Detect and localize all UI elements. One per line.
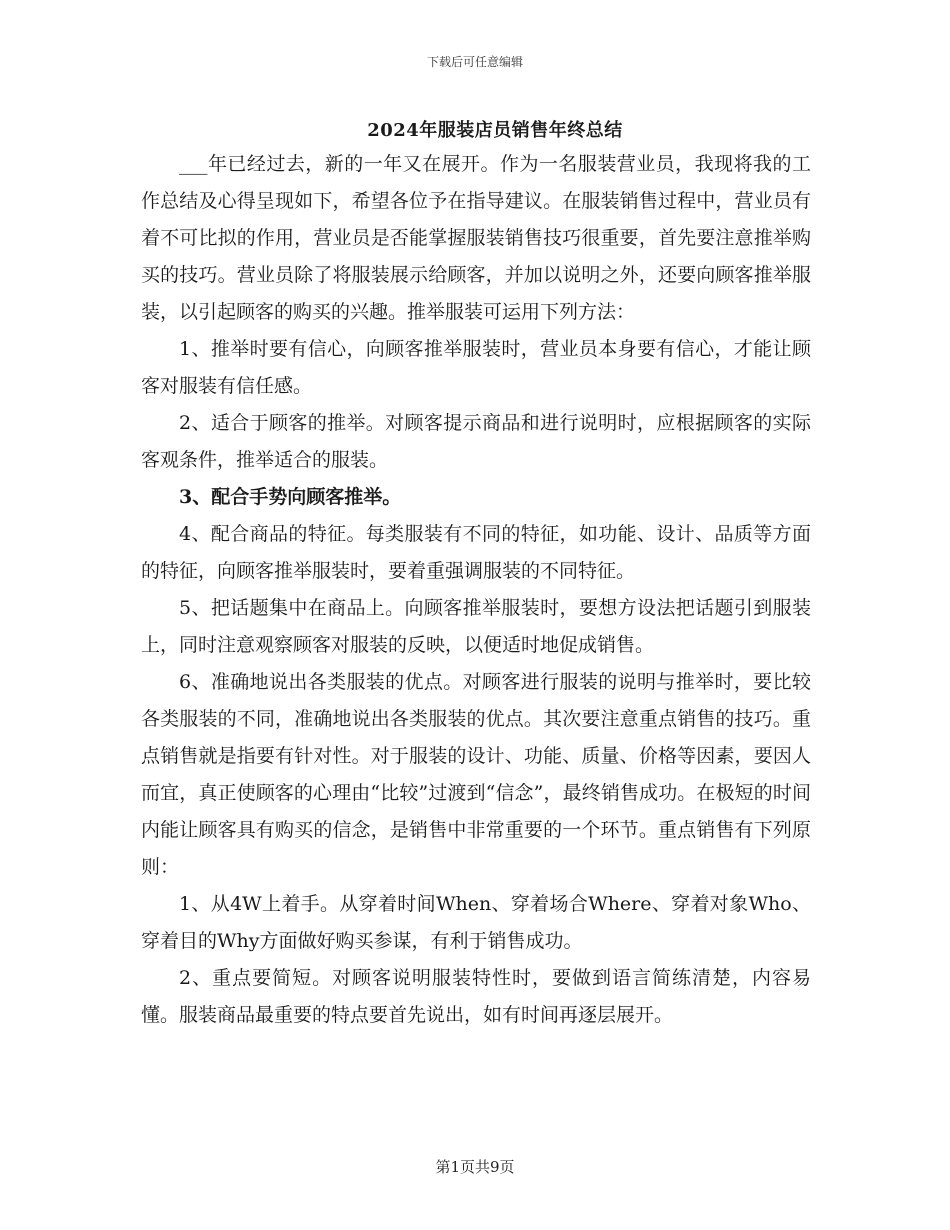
paragraph-item-3: 3、配合手势向顾客推举。 (179, 486, 402, 508)
paragraph-principle-2: 2、重点要简短。对顾客说明服装特性时，要做到语言简练清楚，内容易懂。服装商品最重要的特点要首先说出，如有时间再逐层展开。 (141, 967, 811, 1026)
paragraph-item-5: 5、把话题集中在商品上。向顾客推举服装时，要想方设法把话题引到服装上，同时注意观察顾客对服装的反映，以便适时地促成销售。 (141, 597, 811, 656)
document-body (141, 146, 811, 1034)
document-title: 2024年服装店员销售年终总结 (367, 120, 623, 141)
paragraph-item-1: 1、推举时要有信心，向顾客推举服装时，营业员本身要有信心，才能让顾客对服装有信任感。 (141, 338, 811, 397)
paragraph-principle-1: 1、从4W上着手。从穿着时间When、穿着场合Where、穿着对象Who、穿着目的Why方面做好购买参谋，有利于销售成功。 (141, 893, 811, 952)
paragraph-intro: ___年已经过去，新的一年又在展开。作为一名服装营业员，我现将我的工作总结及心得呈现如下，希望各位予在指导建议。在服装销售过程中，营业员有着不可比拟的作用，营业员是否能掌握服装销售技巧很重要，首先要注意推举购买的技巧。营业员除了将服装展示给顾客，并加以说明之外，还要向顾客推举服装，以引起顾客的购买的兴趣。推举服装可运用下列方法： (141, 153, 811, 323)
paragraph-item-2: 2、适合于顾客的推举。对顾客提示商品和进行说明时，应根据顾客的实际客观条件，推举适合的服装。 (141, 412, 811, 471)
header-note: 下载后可任意编辑 (426, 55, 523, 69)
paragraph-item-4: 4、配合商品的特征。每类服装有不同的特征，如功能、设计、品质等方面的特征，向顾客推举服装时，要着重强调服装的不同特征。 (141, 523, 811, 582)
page-number: 第1页共9页 (435, 1158, 515, 1176)
paragraph-item-6: 6、准确地说出各类服装的优点。对顾客进行服装的说明与推举时，要比较各类服装的不同，准确地说出各类服装的优点。其次要注意重点销售的技巧。重点销售就是指要有针对性。对于服装的设计、功能、质量、价格等因素，要因人而宜，真正使顾客的心理由“比较”过渡到“信念”，最终销售成功。在极短的时间内能让顾客具有购买的信念，是销售中非常重要的一个环节。重点销售有下列原则： (141, 671, 811, 878)
